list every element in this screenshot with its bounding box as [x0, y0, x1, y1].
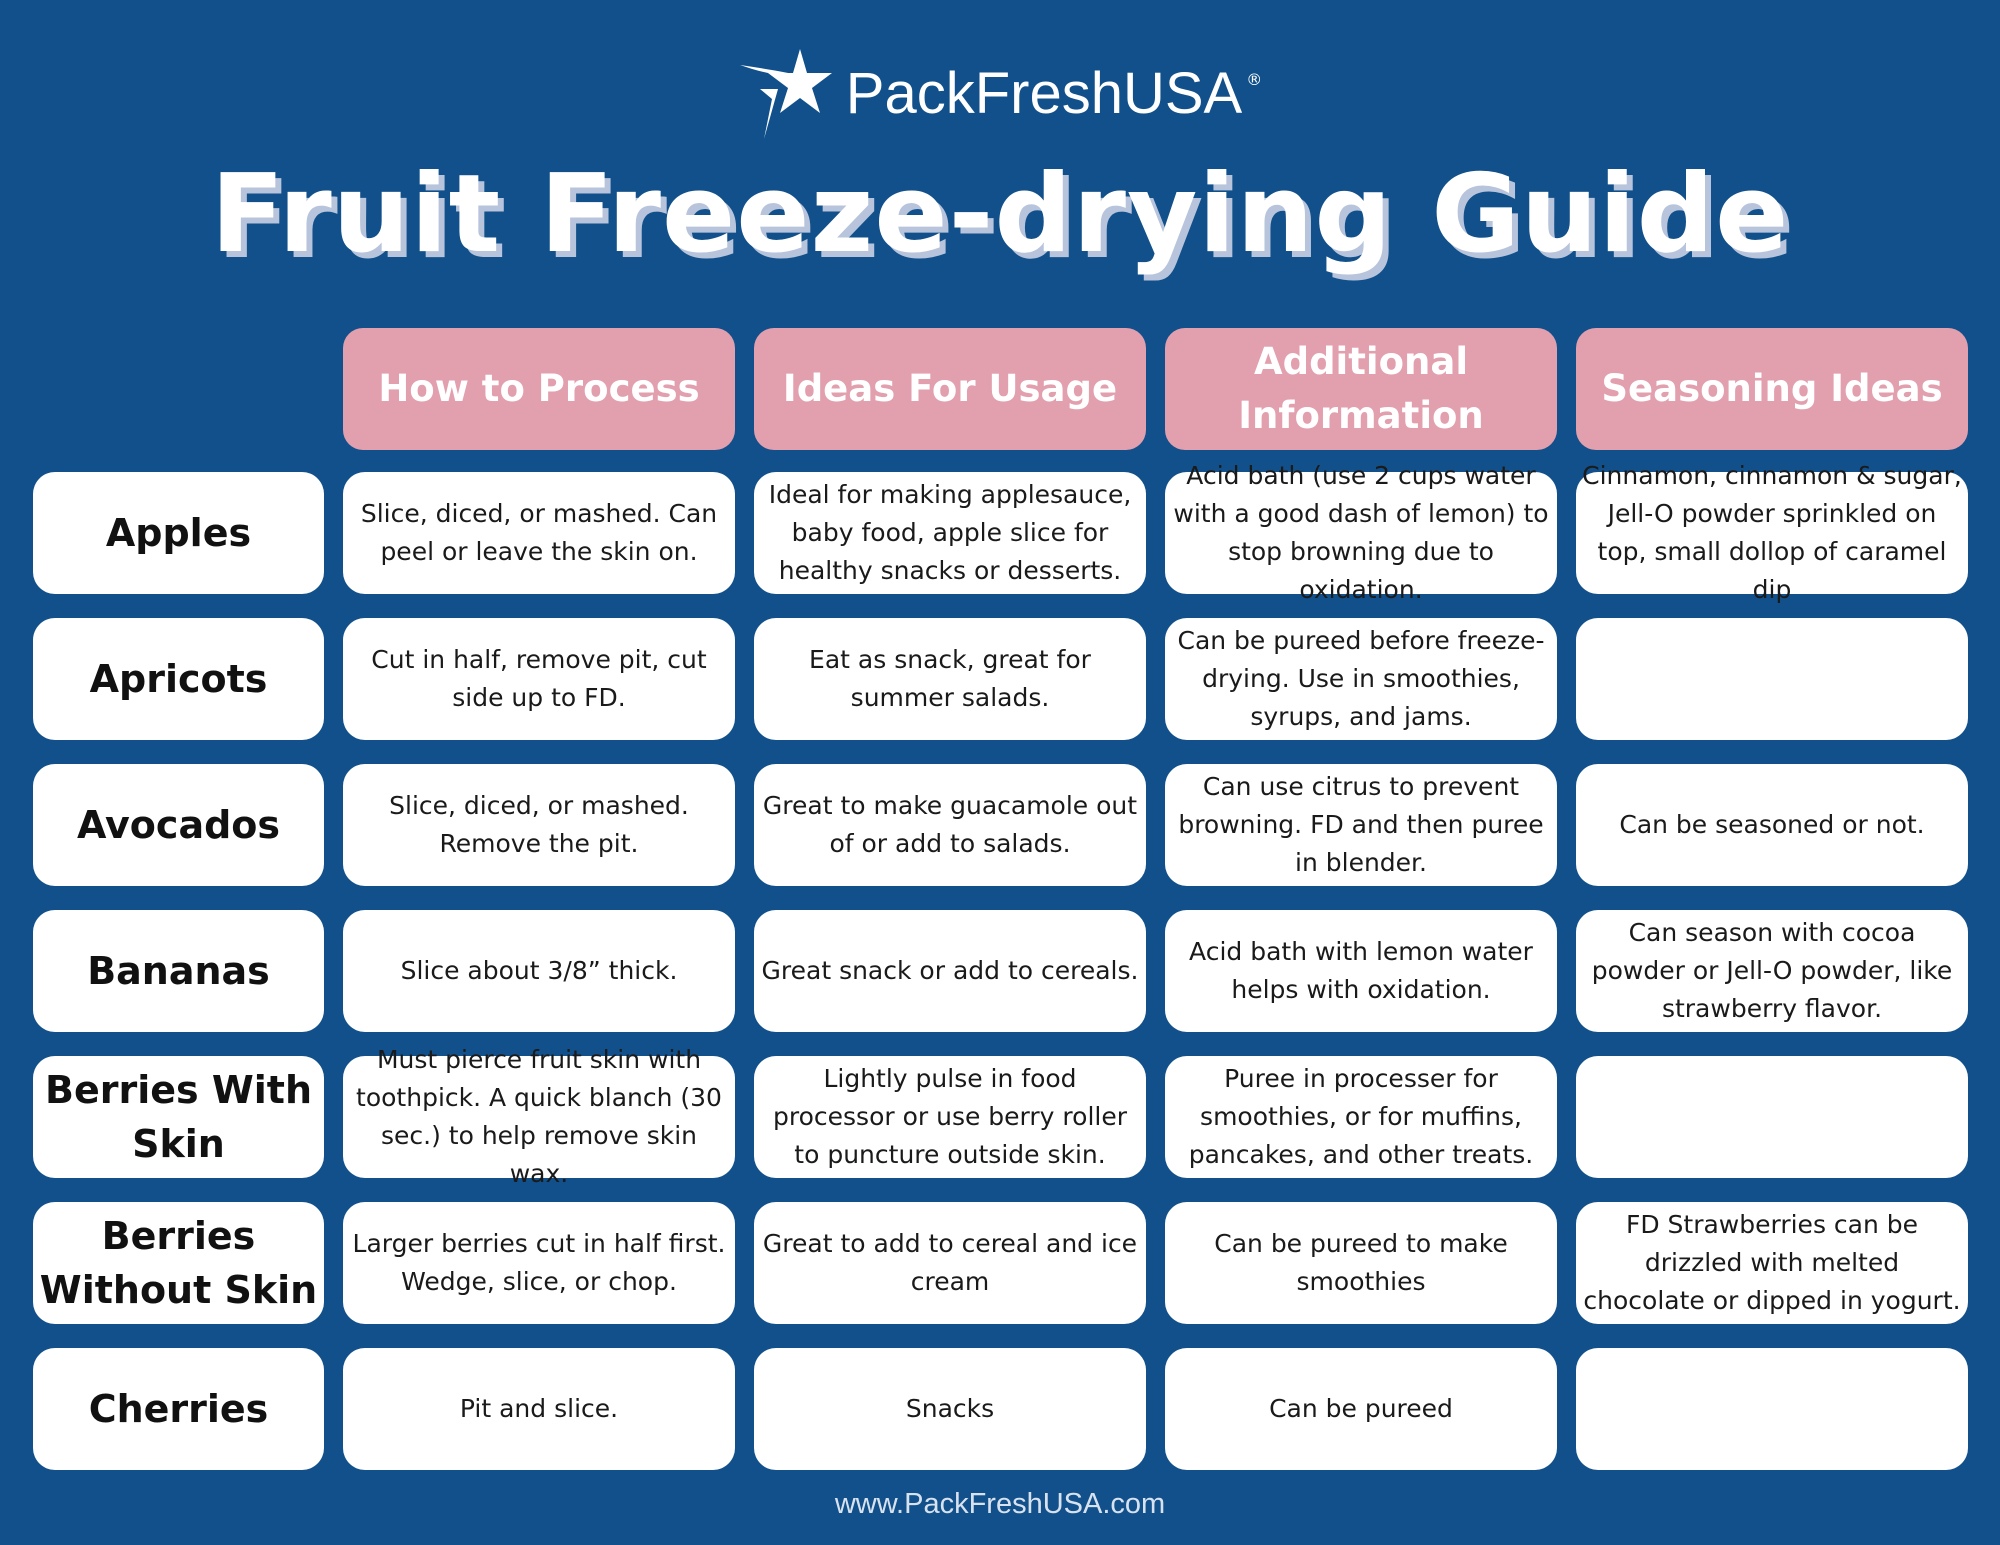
brand-logo [0, 38, 2000, 148]
table-cell-cherries-additional-information: Can be pureed [1165, 1348, 1557, 1470]
table-cell-bananas-seasoning-ideas: Can season with cocoa powder or Jell-O powder, like strawberry flavor. [1576, 910, 1968, 1032]
table-cell-apples-additional-information: Acid bath (use 2 cups water with a good dash of lemon) to stop browning due to oxidation. [1165, 472, 1557, 594]
table-cell-apricots-additional-information: Can be pureed before freeze-drying. Use in smoothies, syrups, and jams. [1165, 618, 1557, 740]
table-cell-berries-with-skin-how-to-process: Must pierce fruit skin with toothpick. A quick blanch (30 sec.) to help remove skin wax. [343, 1056, 735, 1178]
table-cell-apples-seasoning-ideas: Cinnamon, cinnamon & sugar, Jell-O powder sprinkled on top, small dollop of caramel dip [1576, 472, 1968, 594]
column-header-ideas-for-usage: Ideas For Usage [754, 328, 1146, 450]
table-cell-apricots-ideas-for-usage: Eat as snack, great for summer salads. [754, 618, 1146, 740]
table-cell-berries-with-skin-ideas-for-usage: Lightly pulse in food processor or use berry roller to puncture outside skin. [754, 1056, 1146, 1178]
table-cell-avocados-seasoning-ideas: Can be seasoned or not. [1576, 764, 1968, 886]
table-cell-avocados-ideas-for-usage: Great to make guacamole out of or add to salads. [754, 764, 1146, 886]
table-cell-apples-how-to-process: Slice, diced, or mashed. Can peel or leave the skin on. [343, 472, 735, 594]
brand-name: PackFreshUSA [845, 60, 1243, 126]
table-cell-avocados-additional-information: Can use citrus to prevent browning. FD and then puree in blender. [1165, 764, 1557, 886]
table-cell-apples-ideas-for-usage: Ideal for making applesauce, baby food, apple slice for healthy snacks or desserts. [754, 472, 1146, 594]
table-cell-berries-with-skin-additional-information: Puree in processer for smoothies, or for muffins, pancakes, and other treats. [1165, 1056, 1557, 1178]
star-swoosh-icon [738, 43, 838, 143]
row-label-avocados: Avocados [33, 764, 324, 886]
table-cell-berries-without-skin-how-to-process: Larger berries cut in half first. Wedge, slice, or chop. [343, 1202, 735, 1324]
row-label-cherries: Cherries [33, 1348, 324, 1470]
table-cell-apricots-seasoning-ideas [1576, 618, 1968, 740]
table-cell-berries-without-skin-additional-information: Can be pureed to make smoothies [1165, 1202, 1557, 1324]
table-cell-berries-without-skin-seasoning-ideas: FD Strawberries can be drizzled with melted chocolate or dipped in yogurt. [1576, 1202, 1968, 1324]
page-title: Fruit Freeze-drying Guide [210, 152, 1790, 277]
table-cell-berries-without-skin-ideas-for-usage: Great to add to cereal and ice cream [754, 1202, 1146, 1324]
row-label-berries-without-skin: Berries Without Skin [33, 1202, 324, 1324]
column-header-how-to-process: How to Process [343, 328, 735, 450]
row-label-apples: Apples [33, 472, 324, 594]
footer-url: www.PackFreshUSA.com [834, 1488, 1166, 1520]
table-cell-bananas-ideas-for-usage: Great snack or add to cereals. [754, 910, 1146, 1032]
table-cell-cherries-ideas-for-usage: Snacks [754, 1348, 1146, 1470]
row-label-apricots: Apricots [33, 618, 324, 740]
table-cell-avocados-how-to-process: Slice, diced, or mashed. Remove the pit. [343, 764, 735, 886]
column-header-additional-information: Additional Information [1165, 328, 1557, 450]
table-cell-bananas-additional-information: Acid bath with lemon water helps with oxidation. [1165, 910, 1557, 1032]
table-cell-cherries-how-to-process: Pit and slice. [343, 1348, 735, 1470]
table-cell-apricots-how-to-process: Cut in half, remove pit, cut side up to FD. [343, 618, 735, 740]
table-cell-cherries-seasoning-ideas [1576, 1348, 1968, 1470]
row-label-berries-with-skin: Berries With Skin [33, 1056, 324, 1178]
column-header-seasoning-ideas: Seasoning Ideas [1576, 328, 1968, 450]
table-cell-bananas-how-to-process: Slice about 3/8” thick. [343, 910, 735, 1032]
registered-mark: ® [1246, 69, 1263, 89]
table-cell-berries-with-skin-seasoning-ideas [1576, 1056, 1968, 1178]
row-label-bananas: Bananas [33, 910, 324, 1032]
